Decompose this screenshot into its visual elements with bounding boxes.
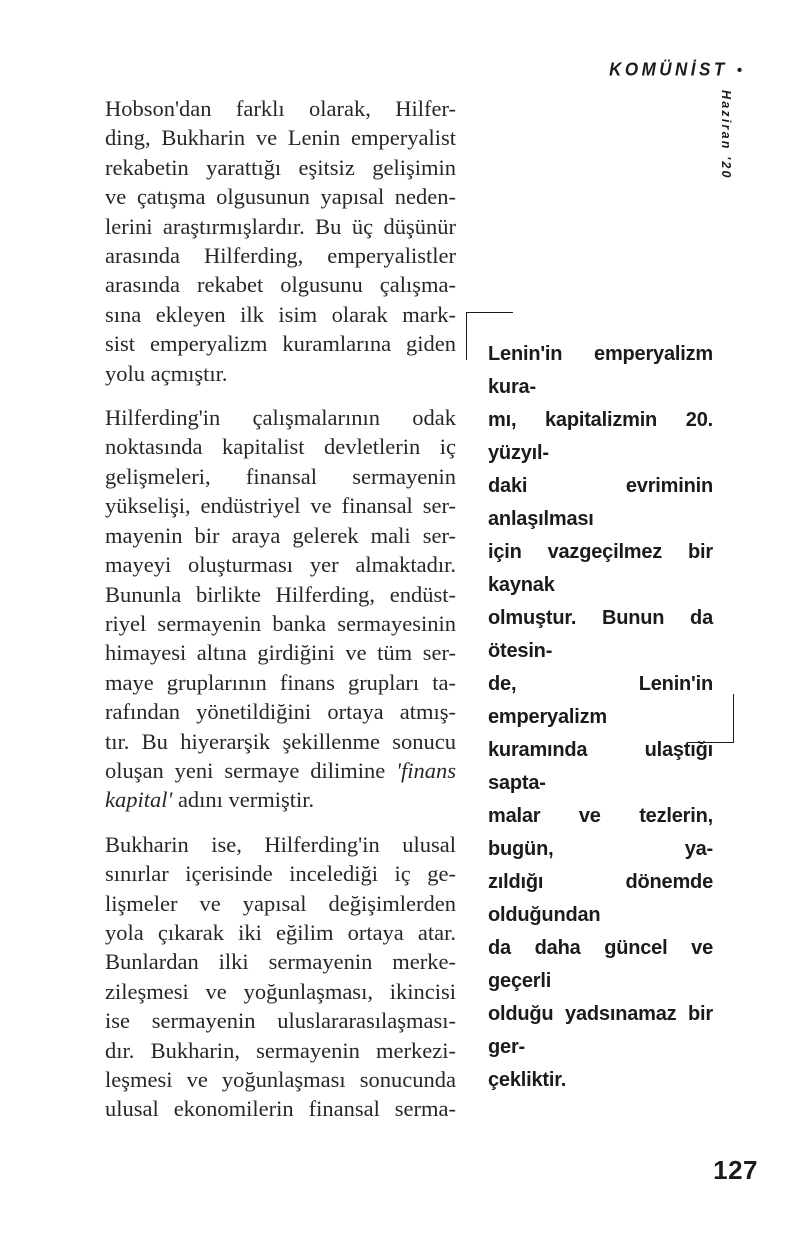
text-line: Hilferding'in çalışmalarının odak [105,405,456,431]
text-line: Hobson'dan farklı olarak, Hilfer- [105,96,456,121]
text-line: tır. Bu hiyerarşik şekillenme sonucu [105,728,456,754]
magazine-title: KOMÜNİST [609,59,728,80]
text-line: oluşan yeni sermaye dilimine 'finans [105,757,456,783]
text-line: kapital' adını vermiştir. [105,787,315,813]
text-line: için vazgeçilmez bir kaynak [488,541,713,596]
text-line: rekabetin yarattığı eşitsiz gelişimin [105,154,456,180]
text-line: sına ekleyen ilk isim olarak mark- [105,301,456,327]
paragraph [105,94,456,388]
text-line: da daha güncel ve geçerli [488,937,713,992]
text-line: yükselişi, endüstriyel ve finansal ser- [105,493,456,519]
text-line: mayenin bir araya gelerek mali ser- [105,522,456,548]
text-line: leşmesi ve yoğunlaşması sonucunda [105,1067,456,1092]
text-line: malar ve tezlerin, bugün, ya- [488,805,713,860]
running-header [609,60,742,80]
issue-label: Haziran '20 [719,90,733,180]
text-line: yola çıkarak iki eğilim ortaya atar. [105,919,456,945]
text-line: ise sermayenin uluslararasılaşması- [105,1008,456,1034]
text-line: lişmeler ve yapısal değişimlerden [105,890,456,916]
text-line: sınırlar içerisinde incelediği iç ge- [105,861,456,887]
text-line: olmuştur. Bunun da ötesin- [488,607,713,662]
text-line: arasında rekabet olgusunu çalışma- [105,272,456,298]
text-line: zıldığı dönemde olduğundan [488,871,713,926]
text-line: Lenin'in emperyalizm kura- [488,343,713,398]
text-line: yolu açmıştır. [105,360,228,386]
text-line: Bununla birlikte Hilferding, endüst- [105,581,456,607]
page-number: 127 [713,1155,758,1185]
text-line: ve çatışma olgusunun yapısal neden- [105,184,456,210]
text-line: riyel sermayenin banka sermayesinin [105,610,456,636]
paragraph [105,830,456,1124]
paragraph [105,403,456,815]
text-line: gelişmeleri, finansal sermayenin [105,463,456,489]
text-line: de, Lenin'in emperyalizm [488,673,713,728]
text-line: çekliktir. [488,1069,567,1091]
text-line: maye gruplarının finans grupları ta- [105,669,456,695]
text-line: ulusal ekonomilerin finansal serma- [105,1096,456,1122]
text-line: mı, kapitalizmin 20. yüzyıl- [488,409,713,464]
text-line: zileşmesi ve yoğunlaşması, ikincisi [105,978,456,1004]
text-line: noktasında kapitalist devletlerin iç [105,434,456,460]
text-line: rafından yönetildiğini ortaya atmış- [105,699,456,725]
text-line: sist emperyalizm kuramlarına giden [105,331,456,357]
text-line: arasında Hilferding, emperyalistler [105,243,456,269]
text-line: himayesi altına girdiğini ve tüm ser- [105,640,456,666]
text-line: ding, Bukharin ve Lenin emperyalist [105,125,456,151]
text-line: olduğu yadsınamaz bir ger- [488,1003,713,1058]
header-bullet-icon: • [736,61,742,79]
text-line: Bukharin ise, Hilferding'in ulusal [105,831,456,857]
text-line: Bunlardan ilki sermayenin merke- [105,949,456,975]
text-line: dır. Bukharin, sermayenin merkezi- [105,1037,456,1063]
text-line: mayeyi oluşturması yer almaktadır. [105,552,456,578]
pullquote-close-bracket [687,694,734,743]
text-line: daki evriminin anlaşılması [488,475,713,530]
body-column [105,94,456,1124]
text-line: kuramında ulaştığı sapta- [488,739,713,794]
pullquote [488,338,713,1097]
text-line: lerini araştırmışlardır. Bu üç düşünür [105,213,456,239]
